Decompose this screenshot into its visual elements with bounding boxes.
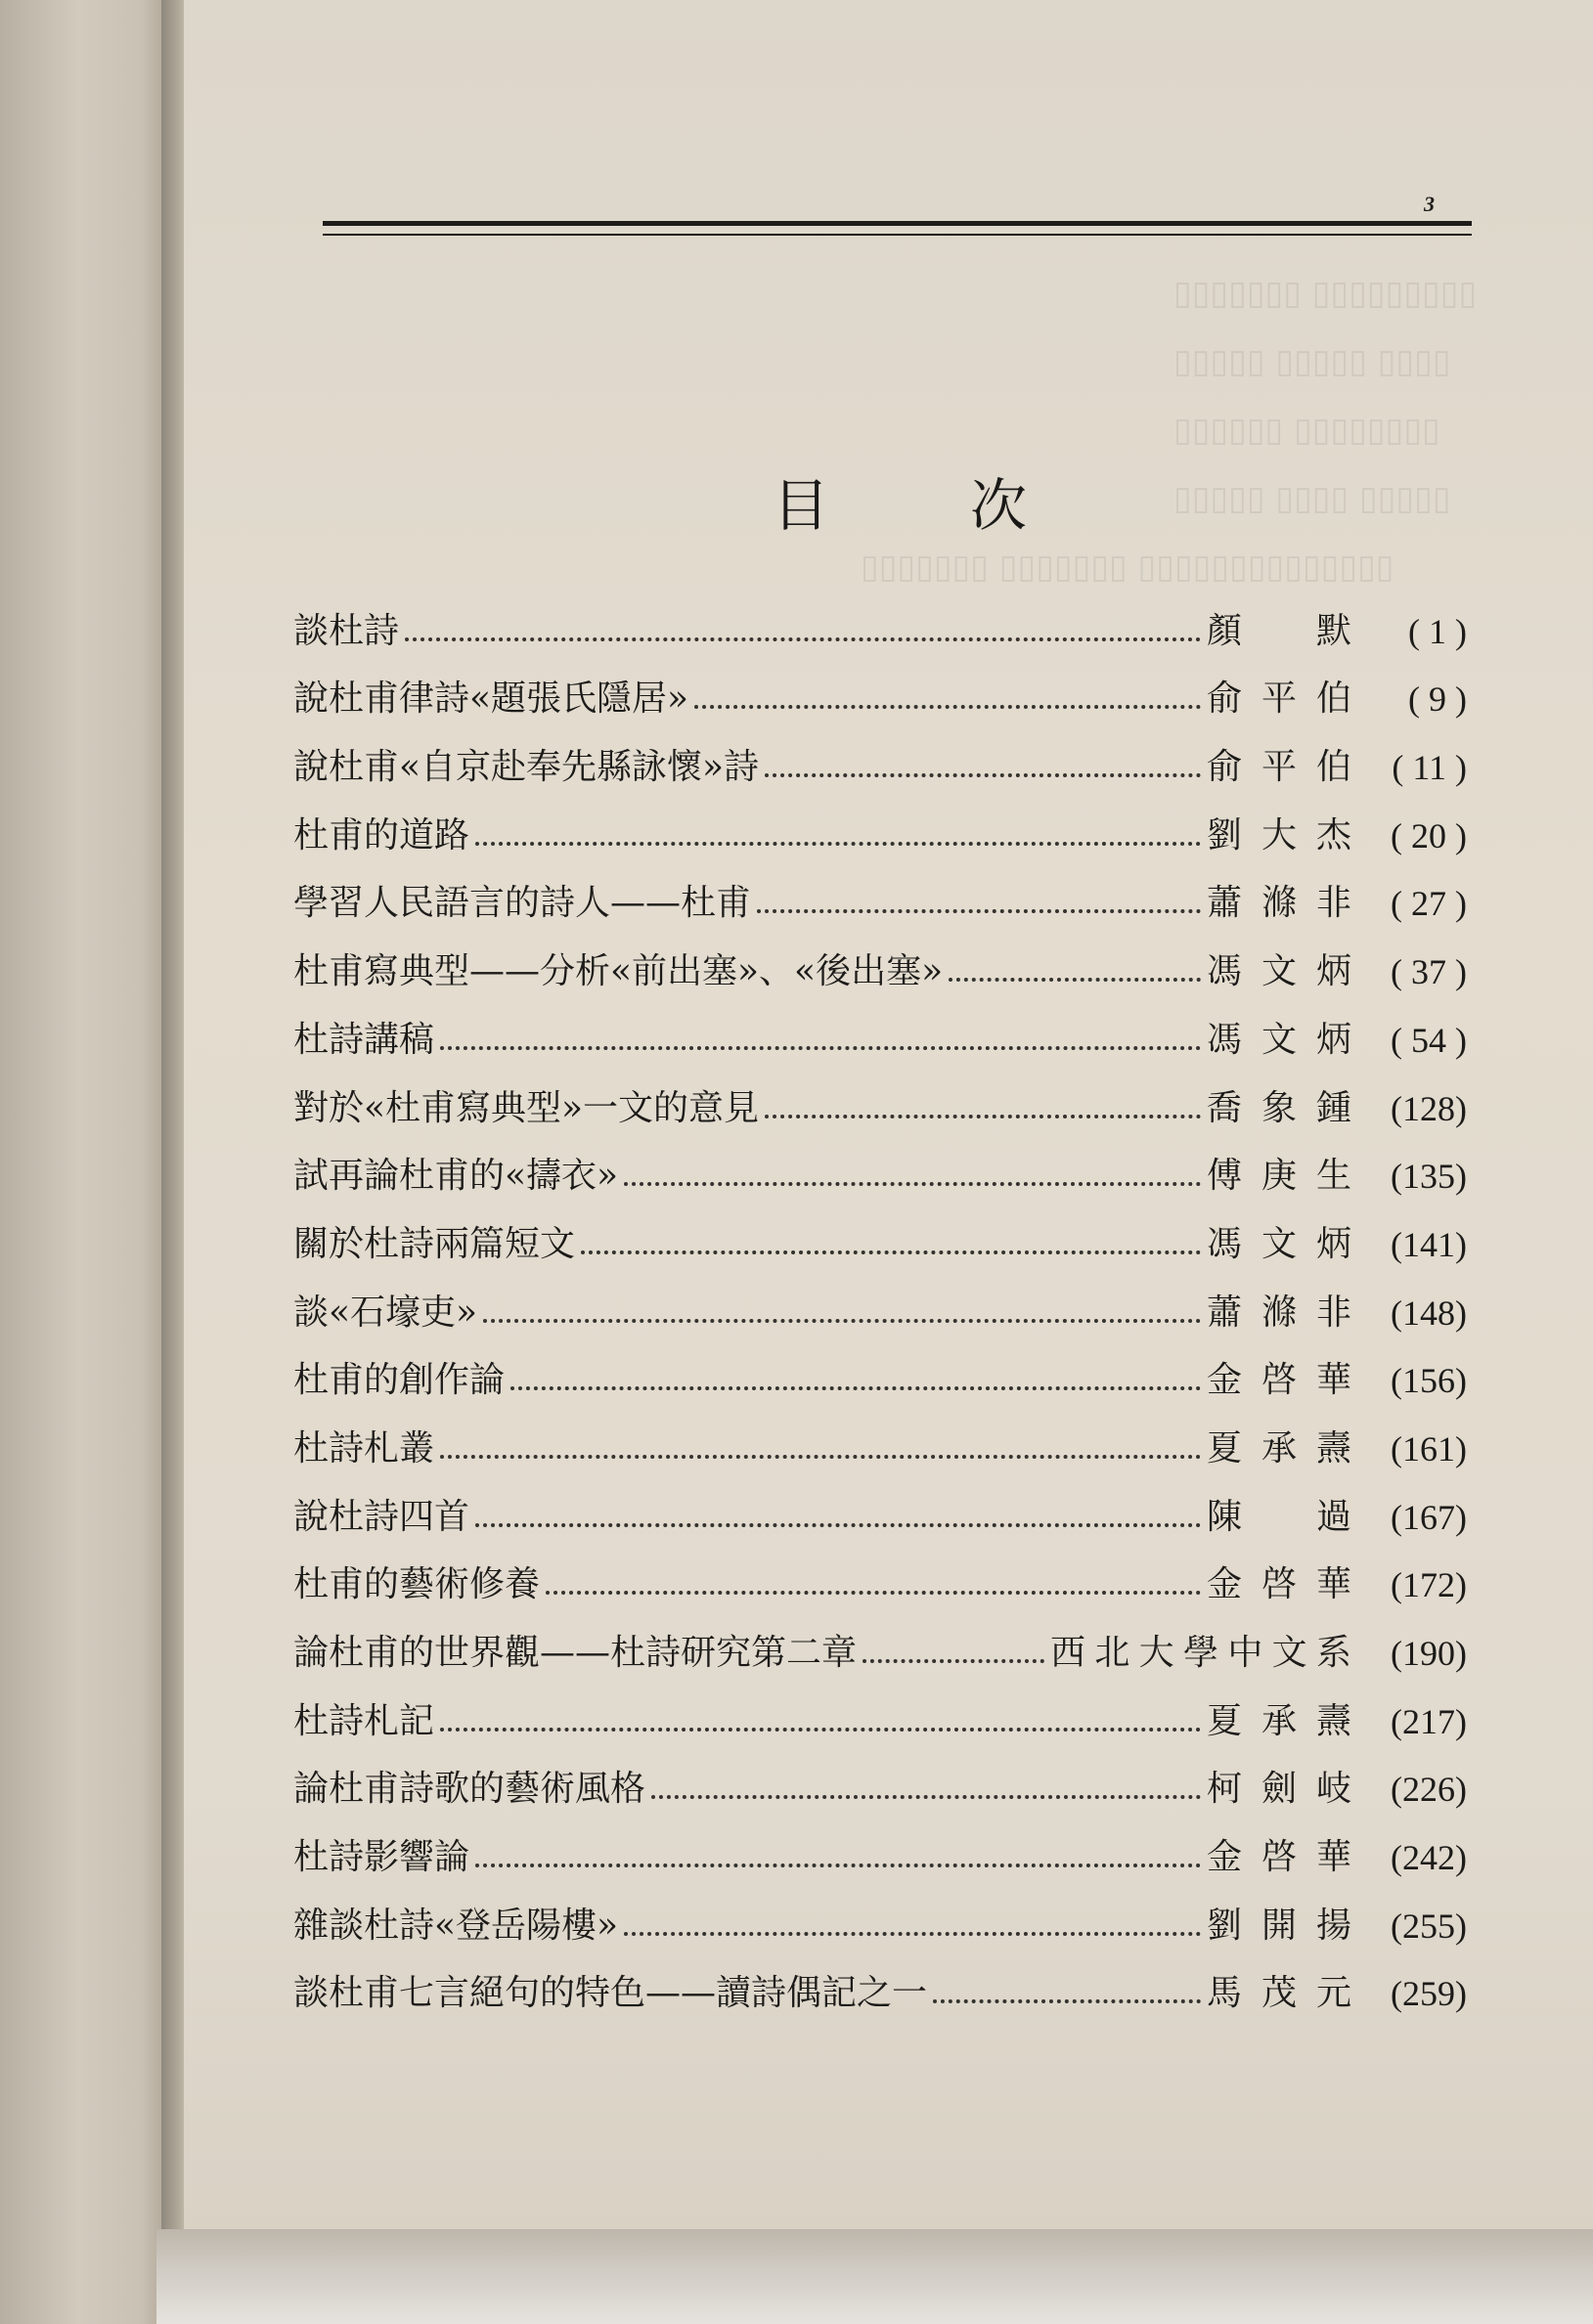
toc-entry-page: (242): [1391, 1838, 1467, 1878]
toc-entry-author: 劉大杰: [1207, 814, 1353, 855]
toc-entry: [293, 649, 1467, 718]
toc-entry-title: 談«石壕吏»: [293, 1292, 478, 1333]
dot-leader: [475, 842, 1201, 846]
toc-entry-title: 杜詩札記: [293, 1700, 435, 1741]
toc-entry-page: ( 27 ): [1391, 884, 1467, 924]
toc-entry-author: 蕭滌非: [1207, 883, 1353, 924]
dot-leader: [651, 1795, 1201, 1799]
toc-entry-title: 論杜甫詩歌的藝術風格: [293, 1769, 646, 1810]
show-through-text: ▯▯▯▯▯▯ ▯▯▯▯▯▯▯▯: [1173, 411, 1440, 450]
toc-entry-author: 劉開揚: [1207, 1905, 1353, 1946]
toc-entry-page: (259): [1391, 1974, 1467, 2014]
toc-entry-page: ( 20 ): [1391, 815, 1467, 855]
toc-entry-title: 杜詩影響論: [293, 1837, 470, 1878]
dot-leader: [624, 1182, 1201, 1186]
dot-leader: [440, 1728, 1201, 1732]
toc-entry-page: (156): [1391, 1361, 1467, 1401]
dot-leader: [694, 705, 1201, 709]
page-number: 3: [1424, 192, 1435, 216]
toc-entry-title: 杜詩講稿: [293, 1019, 435, 1060]
toc-entry-title: 學習人民語言的詩人——杜甫: [293, 883, 752, 924]
show-through-text: ▯▯▯▯▯▯▯ ▯▯▯▯▯▯▯▯▯: [1173, 274, 1478, 313]
toc-entry-page: (167): [1391, 1497, 1467, 1537]
toc-entry-page: ( 11 ): [1392, 748, 1467, 788]
page-bottom-edge: [156, 2229, 1593, 2324]
toc-entry-author: 俞平伯: [1207, 679, 1353, 720]
dot-leader: [440, 1046, 1201, 1050]
dot-leader: [475, 1523, 1201, 1527]
dot-leader: [624, 1932, 1201, 1936]
toc-entry: [293, 921, 1467, 992]
toc-entry-page: (148): [1391, 1293, 1467, 1333]
toc-entry-title: 談杜甫七言絕句的特色——讀詩偶記之一: [293, 1973, 928, 2014]
toc-entry: [293, 1398, 1467, 1467]
toc-entry-author: 蕭滌非: [1207, 1292, 1353, 1333]
toc-entry-title: 論杜甫的世界觀——杜詩研究第二章: [293, 1633, 858, 1673]
show-through-text: ▯▯▯▯▯ ▯▯▯▯▯ ▯▯▯▯: [1173, 342, 1451, 381]
toc-entry-author: 柯劍岐: [1207, 1769, 1353, 1810]
toc-entry-title: 杜甫的藝術修養: [293, 1564, 541, 1605]
toc-entry-page: (217): [1391, 1701, 1467, 1741]
toc-entry-title: 說杜詩四首: [293, 1496, 470, 1537]
toc-entry-author: 馮文炳: [1207, 1223, 1353, 1264]
toc-entry-author: 馮文炳: [1207, 1019, 1353, 1060]
dot-leader: [933, 1999, 1201, 2003]
toc-entry-page: (141): [1391, 1224, 1467, 1264]
toc-entry-page: (255): [1391, 1906, 1467, 1946]
toc-entry: [293, 1602, 1467, 1671]
toc-entry: [293, 1535, 1467, 1603]
toc-entry-author: 陳 過: [1207, 1496, 1353, 1537]
toc-entry: [293, 1058, 1467, 1126]
dot-leader: [546, 1591, 1201, 1595]
table-of-contents: [293, 581, 1467, 2014]
toc-entry: [293, 1467, 1467, 1535]
page-title: [773, 460, 1027, 542]
title-char: 次: [969, 472, 1027, 539]
toc-entry: [293, 1126, 1467, 1195]
toc-entry-title: 雜談杜詩«登岳陽樓»: [293, 1905, 619, 1946]
dot-leader: [863, 1659, 1044, 1663]
toc-entry: [293, 1671, 1467, 1739]
toc-entry-page: ( 54 ): [1391, 1020, 1467, 1060]
header-rule-thick: [323, 221, 1472, 226]
dot-leader: [405, 637, 1201, 641]
toc-entry-title: 杜甫的道路: [293, 814, 470, 855]
dot-leader: [949, 978, 1201, 982]
toc-entry: [293, 1739, 1467, 1808]
title-char: 目: [773, 472, 830, 539]
toc-entry-author: 夏承燾: [1207, 1427, 1353, 1469]
toc-entry: [293, 717, 1467, 788]
toc-entry-author: 傅庚生: [1207, 1156, 1353, 1197]
toc-entry-page: (226): [1391, 1770, 1467, 1810]
toc-entry-page: (172): [1391, 1565, 1467, 1605]
toc-entry-author: 顏 默: [1207, 610, 1353, 651]
toc-entry-title: 關於杜詩兩篇短文: [293, 1223, 576, 1264]
show-through-text: ▯▯▯▯▯▯▯ ▯▯▯▯▯▯▯ ▯▯▯▯▯▯▯▯▯▯▯▯▯▯: [861, 548, 1394, 587]
toc-entry-author: 馬茂元: [1207, 1973, 1353, 2014]
dot-leader: [581, 1250, 1201, 1254]
toc-entry-title: 杜甫寫典型——分析«前出塞»、«後出塞»: [293, 951, 944, 992]
toc-entry-title: 談杜詩: [293, 610, 400, 651]
dot-leader: [510, 1386, 1201, 1390]
toc-entry-title: 對於«杜甫寫典型»一文的意見: [293, 1087, 760, 1128]
toc-entry-page: (161): [1391, 1428, 1467, 1469]
dot-leader: [765, 773, 1201, 777]
toc-entry-author: 喬象鍾: [1207, 1087, 1353, 1128]
toc-entry: [293, 1194, 1467, 1262]
dot-leader: [757, 909, 1201, 913]
toc-entry: [293, 1944, 1467, 2012]
toc-entry: [293, 581, 1467, 649]
previous-page-edge: [0, 0, 176, 2324]
toc-entry-page: ( 9 ): [1408, 680, 1467, 720]
toc-entry-author: 金啓華: [1207, 1564, 1353, 1605]
toc-entry: [293, 1875, 1467, 1944]
toc-entry-title: 說杜甫律詩«題張氏隱居»: [293, 679, 689, 720]
dot-leader: [483, 1319, 1201, 1323]
toc-entry: [293, 854, 1467, 922]
dot-leader: [475, 1864, 1201, 1867]
toc-entry-title: 杜甫的創作論: [293, 1360, 506, 1401]
page-header: [323, 192, 1472, 264]
toc-entry-title: 說杜甫«自京赴奉先縣詠懷»詩: [293, 747, 760, 788]
toc-entry-author: 馮文炳: [1207, 951, 1353, 992]
show-through-text: ▯▯▯▯▯ ▯▯▯▯ ▯▯▯▯▯: [1173, 479, 1451, 518]
toc-entry-author: 夏承燾: [1207, 1700, 1353, 1741]
toc-entry-page: (128): [1391, 1088, 1467, 1128]
toc-entry-page: (135): [1391, 1157, 1467, 1197]
toc-entry-author: 西北大學中文系: [1050, 1633, 1353, 1673]
toc-entry-author: 金啓華: [1207, 1837, 1353, 1878]
toc-entry-page: (190): [1391, 1634, 1467, 1673]
toc-entry-page: ( 1 ): [1408, 611, 1467, 651]
toc-entry-title: 試再論杜甫的«擣衣»: [293, 1156, 619, 1197]
toc-entry-author: 金啓華: [1207, 1360, 1353, 1401]
toc-entry: [293, 785, 1467, 854]
toc-entry-page: ( 37 ): [1391, 952, 1467, 992]
toc-entry-author: 俞平伯: [1207, 747, 1353, 788]
toc-entry: [293, 989, 1467, 1058]
dot-leader: [440, 1455, 1201, 1459]
dot-leader: [765, 1115, 1201, 1118]
toc-entry-title: 杜詩札叢: [293, 1427, 435, 1469]
header-rule-thin: [323, 234, 1472, 236]
toc-entry: [293, 1262, 1467, 1331]
toc-entry: [293, 1807, 1467, 1878]
toc-entry: [293, 1331, 1467, 1399]
